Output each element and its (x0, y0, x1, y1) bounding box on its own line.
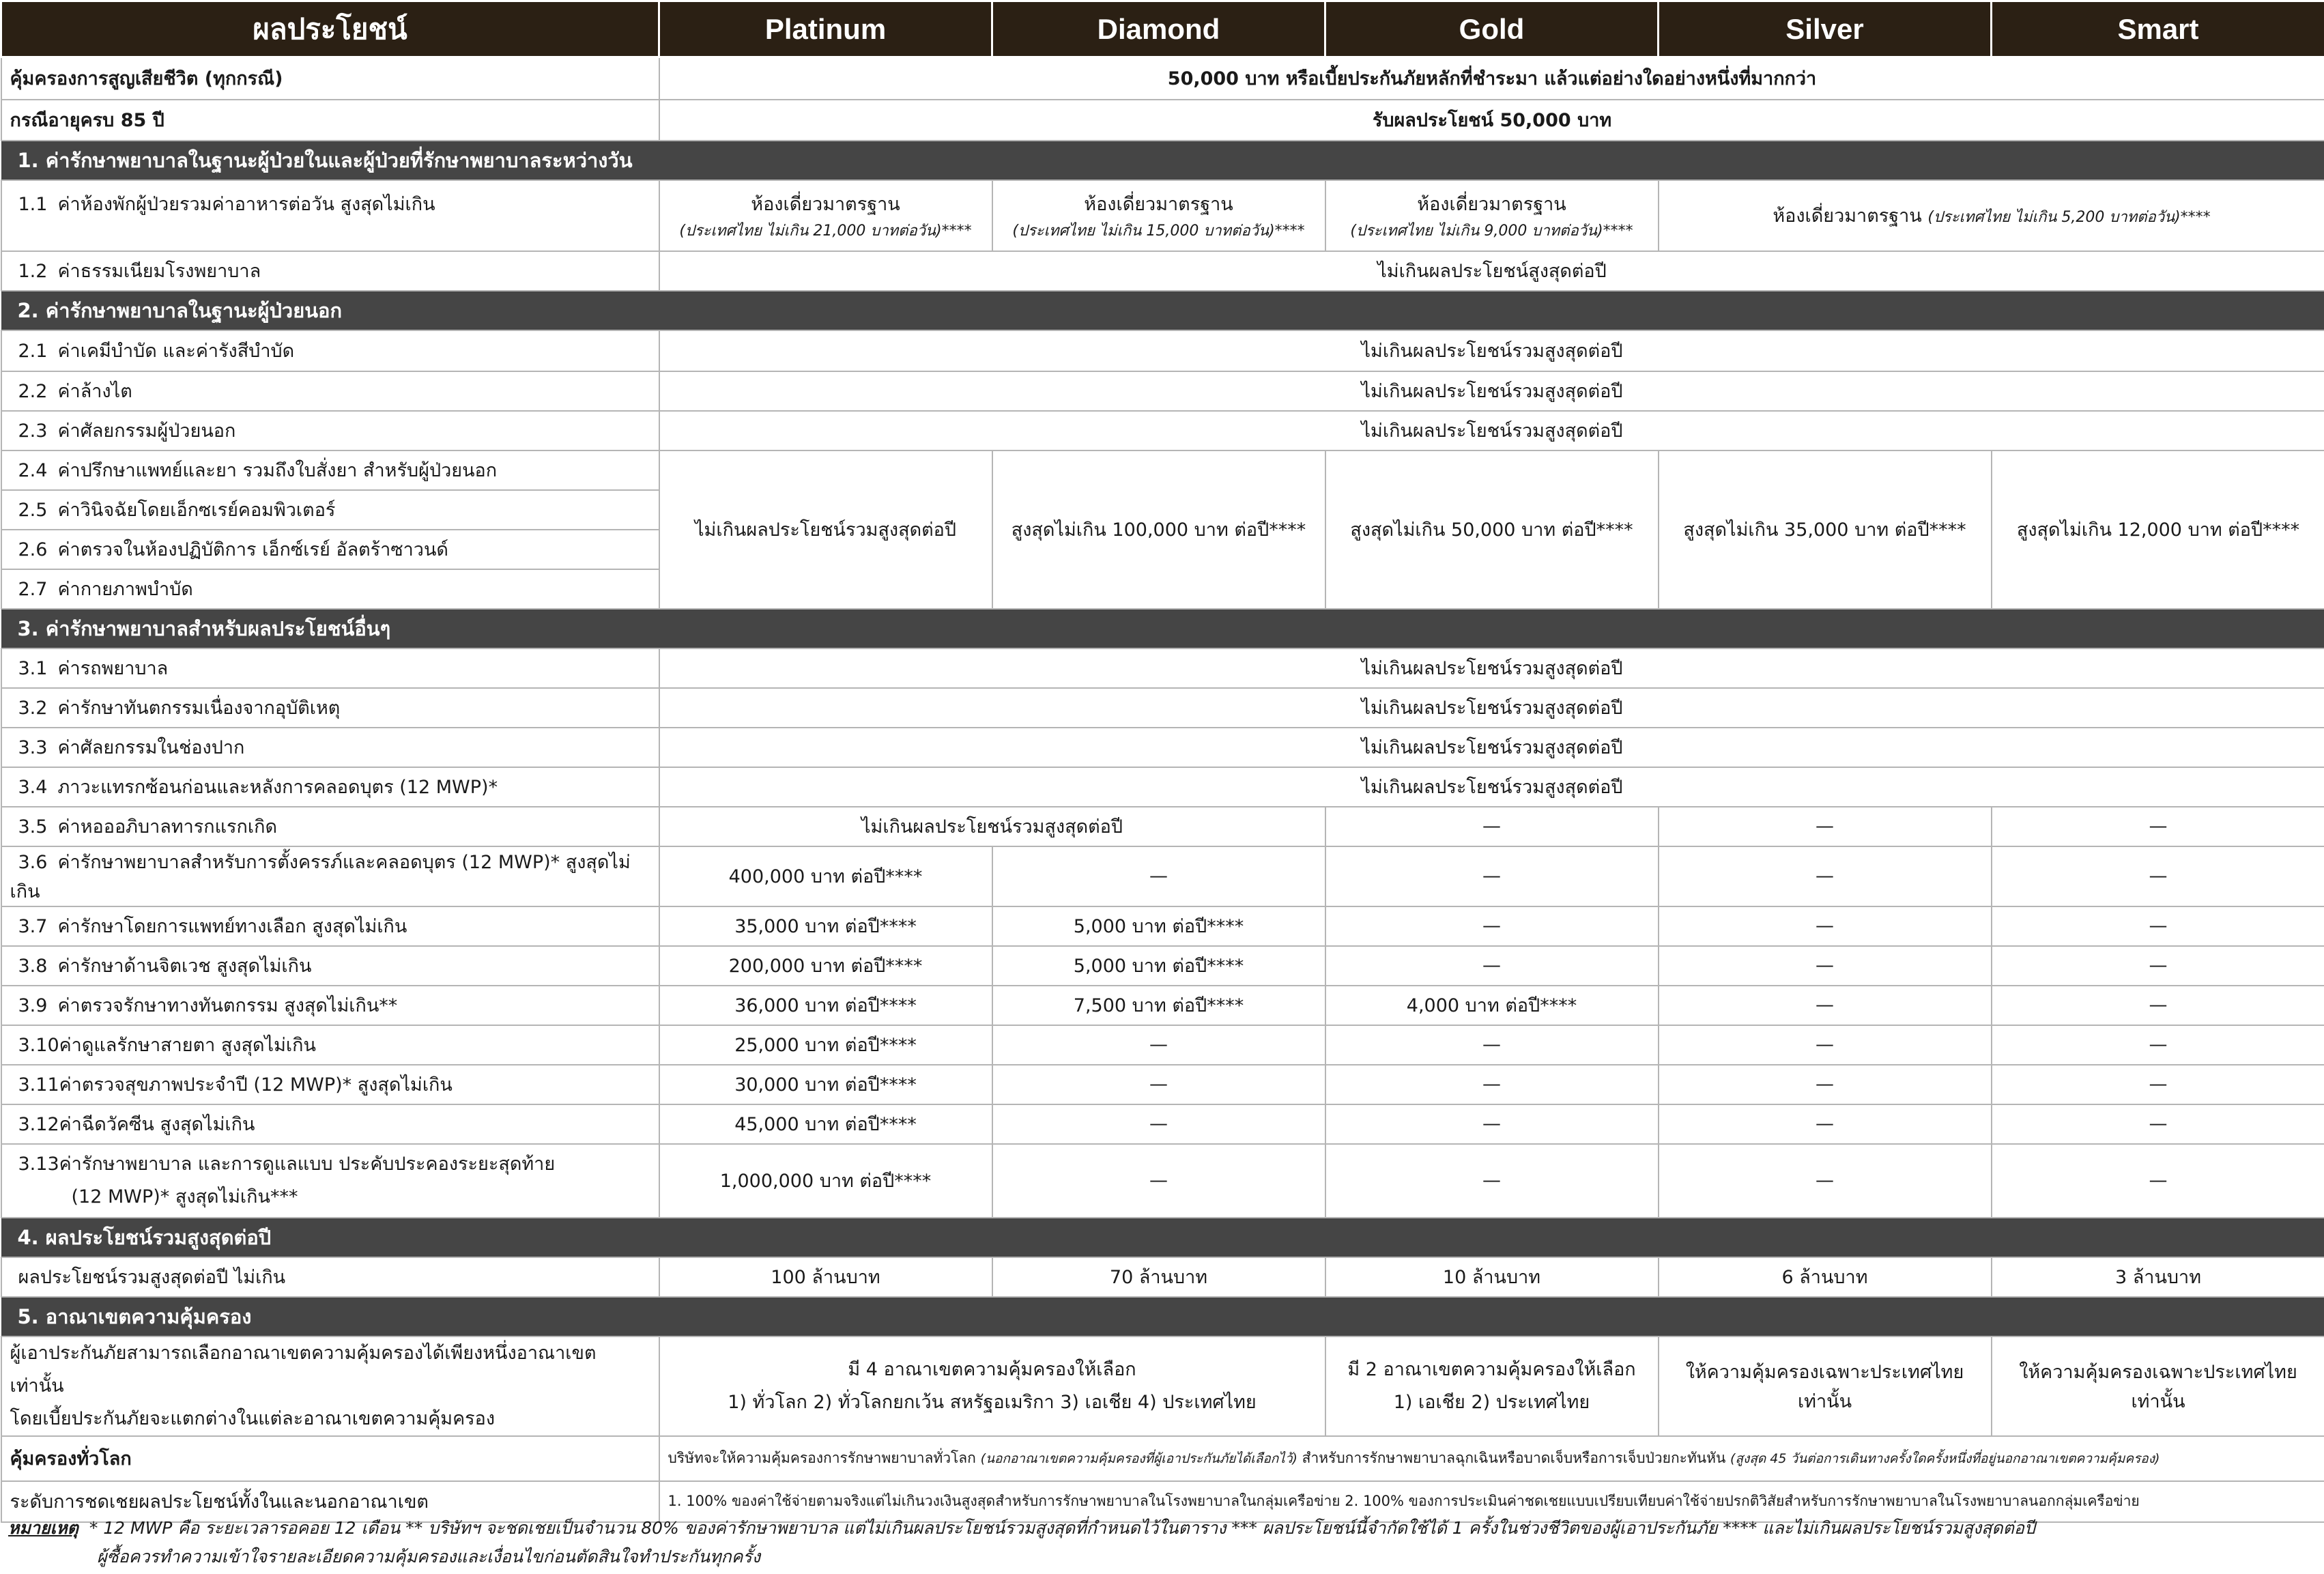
compensation-label: ระดับการชดเชยผลประโยชน์ทั้งในและนอกอาณาเขต (1, 1481, 659, 1522)
room-type: ห้องเดี่ยวมาตรฐาน (1773, 205, 1922, 227)
worldwide-text-b: (นอกอาณาเขตความคุ้มครองที่ผู้เอาประกันภัยได้เลือกไว้) (980, 1451, 1297, 1466)
row-num: 3.13 (18, 1153, 59, 1175)
row-text: ภาวะแทรกซ้อนก่อนและหลังการคลอดบุตร (12 MWP)* (57, 777, 498, 798)
row-3-10-gold: — (1325, 1025, 1659, 1065)
row-num: 3.10 (18, 1035, 59, 1056)
row-num: 2.6 (18, 539, 48, 560)
header-plan-diamond: Diamond (992, 1, 1325, 57)
section-1-header (1, 141, 2324, 180)
row-3-11-smart: — (1992, 1065, 2324, 1104)
row-text: ค่ารักษาโดยการแพทย์ทางเลือก สูงสุดไม่เกิน (57, 916, 407, 937)
max-diamond: 70 ล้านบาท (992, 1257, 1325, 1297)
header-plan-silver: Silver (1659, 1, 1992, 57)
header-plan-smart: Smart (1992, 1, 2324, 57)
age-value: รับผลประโยชน์ 50,000 บาท (659, 100, 2324, 141)
row-3-4-value: ไม่เกินผลประโยชน์รวมสูงสุดต่อปี (659, 767, 2324, 807)
row-3-7-smart: — (1992, 906, 2324, 946)
row-3-7-gold: — (1325, 906, 1659, 946)
row-3-13-smart: — (1992, 1144, 2324, 1218)
row-text: ค่ากายภาพบำบัด (57, 579, 193, 600)
row-4-1 (1, 1257, 2324, 1297)
row-2-2-label (1, 371, 659, 411)
row-3-6-smart: — (1992, 846, 2324, 906)
row-3-1-label (1, 648, 659, 688)
row-text: ค่าศัลยกรรมในช่องปาก (57, 737, 245, 758)
row-text: ค่าห้องพักผู้ป่วยรวมค่าอาหารต่อวัน สูงสุดไม่เกิน (57, 193, 435, 215)
footnote-line-1 (8, 1514, 2315, 1543)
row-3-11 (1, 1065, 2324, 1104)
row-num: 3.11 (18, 1074, 59, 1096)
row-3-12 (1, 1104, 2324, 1144)
row-3-12-silver: — (1659, 1104, 1992, 1144)
section-3-header (1, 609, 2324, 648)
row-3-9-label (1, 986, 659, 1025)
compensation-text: 1. 100% ของค่าใช้จ่ายตามจริงแต่ไม่เกินวงเงินสูงสุดสำหรับการรักษาพยาบาลในโรงพยาบาลในกลุ่มเครือข่าย 2. 100% ของการประเมินค่าชดเชยแบบเปรียบเทียบค่าใช้จ่ายปรกติวิสัยสำหรับการรักษาพยาบาลในโรงพยาบาลนอกกลุ่มเครือข่าย (659, 1481, 2324, 1522)
row-3-12-platinum: 45,000 บาท ต่อปี**** (659, 1104, 992, 1144)
row-3-4 (1, 767, 2324, 807)
section-1-title: 1. ค่ารักษาพยาบาลในฐานะผู้ป่วยในและผู้ป่วยที่รักษาพยาบาลระหว่างวัน (1, 141, 2324, 180)
row-2-6-label (1, 530, 659, 569)
outpatient-platinum: ไม่เกินผลประโยชน์รวมสูงสุดต่อปี (659, 450, 992, 609)
territory-smart: ให้ความคุ้มครองเฉพาะประเทศไทยเท่านั้น (1992, 1336, 2324, 1436)
row-3-2 (1, 688, 2324, 728)
room-platinum (659, 180, 992, 251)
row-3-5-smart: — (1992, 807, 2324, 846)
row-3-7-platinum: 35,000 บาท ต่อปี**** (659, 906, 992, 946)
row-2-3 (1, 411, 2324, 450)
row-4-label (1, 1257, 659, 1297)
row-num: 3.8 (18, 956, 48, 977)
row-3-7 (1, 906, 2324, 946)
max-smart: 3 ล้านบาท (1992, 1257, 2324, 1297)
footnote-text: * 12 MWP คือ ระยะเวลารอคอย 12 เดือน ** บริษัทฯ จะชดเชยเป็นจำนวน 80% ของค่ารักษาพยาบาล แต่ไม่เกินผลประโยชน์รวมสูงสุดที่กำหนดไว้ในตาราง *** ผลประโยชน์นี้จำกัดใช้ได้ 1 ครั้งในช่วงชีวิตของผู้เอาประกันภัย **** และไม่เกินผลประโยชน์รวมสูงสุดต่อปี (89, 1518, 2035, 1538)
row-3-6-platinum: 400,000 บาท ต่อปี**** (659, 846, 992, 906)
row-3-8 (1, 946, 2324, 986)
section-2-title: 2. ค่ารักษาพยาบาลในฐานะผู้ป่วยนอก (1, 291, 2324, 330)
row-1-1 (1, 180, 2324, 251)
row-text: ค่าเคมีบำบัด และค่ารังสีบำบัด (57, 341, 295, 362)
row-text: ค่าวินิจฉัยโดยเอ็กซเรย์คอมพิวเตอร์ (57, 500, 336, 521)
row-num: 2.7 (18, 579, 48, 600)
row-3-12-diamond: — (992, 1104, 1325, 1144)
row-1-2-value: ไม่เกินผลประโยชน์สูงสุดต่อปี (659, 251, 2324, 291)
row-text: ค่าปรึกษาแพทย์และยา รวมถึงใบสั่งยา สำหรับผู้ป่วยนอก (57, 460, 498, 481)
row-5-1-label (1, 1336, 659, 1436)
footnotes (8, 1514, 2315, 1571)
row-3-6-gold: — (1325, 846, 1659, 906)
territory-platinum-diamond (659, 1336, 1325, 1436)
row-3-10-smart: — (1992, 1025, 2324, 1065)
age-label: กรณีอายุครบ 85 ปี (1, 100, 659, 141)
row-3-3 (1, 728, 2324, 767)
row-text: ค่ารักษาพยาบาล และการดูแลแบบ ประคับประคองระยะสุดท้าย (59, 1153, 556, 1175)
footnote-line-2: ผู้ซื้อควรทำความเข้าใจรายละเอียดความคุ้มครองและเงื่อนไขก่อนตัดสินใจทำประกันทุกครั้ง (97, 1547, 761, 1566)
row-3-12-gold: — (1325, 1104, 1659, 1144)
row-num: 3.7 (18, 916, 48, 937)
row-3-1-value: ไม่เกินผลประโยชน์รวมสูงสุดต่อปี (659, 648, 2324, 688)
header-row (1, 1, 2324, 57)
row-5-1 (1, 1336, 2324, 1436)
row-3-3-label (1, 728, 659, 767)
header-plan-gold: Gold (1325, 1, 1659, 57)
row-num: 2.5 (18, 500, 48, 521)
row-num: 1.1 (18, 193, 48, 215)
row-2-5-label (1, 490, 659, 530)
row-3-8-diamond: 5,000 บาท ต่อปี**** (992, 946, 1325, 986)
row-text-2: (12 MWP)* สูงสุดไม่เกิน*** (71, 1186, 298, 1207)
room-gold (1325, 180, 1659, 251)
worldwide-text (659, 1436, 2324, 1481)
footnote-key: หมายเหตุ (8, 1518, 78, 1538)
row-3-8-platinum: 200,000 บาท ต่อปี**** (659, 946, 992, 986)
row-num: 3.5 (18, 816, 48, 838)
row-text: ค่ารักษาด้านจิตเวช สูงสุดไม่เกิน (57, 956, 312, 977)
row-text: ค่าตรวจรักษาทางทันตกรรม สูงสุดไม่เกิน** (57, 995, 398, 1016)
row-3-5-gold: — (1325, 807, 1659, 846)
row-3-7-diamond: 5,000 บาท ต่อปี**** (992, 906, 1325, 946)
row-num: 3.1 (18, 658, 48, 679)
outpatient-diamond: สูงสุดไม่เกิน 100,000 บาท ต่อปี**** (992, 450, 1325, 609)
max-silver: 6 ล้านบาท (1659, 1257, 1992, 1297)
room-limit: (ประเทศไทย ไม่เกิน 21,000 บาทต่อวัน)**** (679, 222, 972, 240)
row-3-5 (1, 807, 2324, 846)
section-4-title: 4. ผลประโยชน์รวมสูงสุดต่อปี (1, 1218, 2324, 1257)
territory-line-1: มี 4 อาณาเขตความคุ้มครองให้เลือก (848, 1358, 1136, 1380)
row-3-11-gold: — (1325, 1065, 1659, 1104)
row-3-5-label (1, 807, 659, 846)
row-3-10-platinum: 25,000 บาท ต่อปี**** (659, 1025, 992, 1065)
death-row (1, 57, 2324, 100)
row-3-13-platinum: 1,000,000 บาท ต่อปี**** (659, 1144, 992, 1218)
row-2-4 (1, 450, 2324, 490)
row-3-11-diamond: — (992, 1065, 1325, 1104)
row-2-7-label (1, 569, 659, 609)
row-text: ค่าธรรมเนียมโรงพยาบาล (57, 261, 261, 282)
row-3-13 (1, 1144, 2324, 1218)
section-5-title: 5. อาณาเขตความคุ้มครอง (1, 1297, 2324, 1336)
row-3-5-value: ไม่เกินผลประโยชน์รวมสูงสุดต่อปี (659, 807, 1325, 846)
worldwide-text-a: บริษัทจะให้ความคุ้มครองการรักษาพยาบาลทั่วโลก (668, 1450, 976, 1466)
max-gold: 10 ล้านบาท (1325, 1257, 1659, 1297)
row-num: 3.9 (18, 995, 48, 1016)
row-text: ค่าล้างไต (57, 381, 132, 402)
outpatient-smart: สูงสุดไม่เกิน 12,000 บาท ต่อปี**** (1992, 450, 2324, 609)
row-3-11-platinum: 30,000 บาท ต่อปี**** (659, 1065, 992, 1104)
row-num: 1.2 (18, 261, 48, 282)
row-3-12-smart: — (1992, 1104, 2324, 1144)
row-3-13-label (1, 1144, 659, 1218)
row-3-9 (1, 986, 2324, 1025)
death-value: 50,000 บาท หรือเบี้ยประกันภัยหลักที่ชำระมา แล้วแต่อย่างใดอย่างหนึ่งที่มากกว่า (659, 57, 2324, 100)
row-num: 3.6 (18, 851, 48, 873)
row-3-13-gold: — (1325, 1144, 1659, 1218)
row-3-9-silver: — (1659, 986, 1992, 1025)
territory-line-2: 1) เอเชีย 2) ประเทศไทย (1393, 1391, 1590, 1413)
row-3-13-diamond: — (992, 1144, 1325, 1218)
row-3-6-label (1, 846, 659, 906)
row-2-1-label (1, 330, 659, 371)
row-3-11-label (1, 1065, 659, 1104)
row-num: 2.2 (18, 381, 48, 402)
death-label: คุ้มครองการสูญเสียชีวิต (ทุกกรณี) (1, 57, 659, 100)
row-text: ผู้เอาประกันภัยสามารถเลือกอาณาเขตความคุ้มครองได้เพียงหนึ่งอาณาเขตเท่านั้น (10, 1342, 597, 1397)
row-2-3-label (1, 411, 659, 450)
territory-line-2: 1) ทั่วโลก 2) ทั่วโลกยกเว้น สหรัฐอเมริกา 3) เอเชีย 4) ประเทศไทย (728, 1391, 1257, 1413)
territory-gold (1325, 1336, 1659, 1436)
row-3-9-diamond: 7,500 บาท ต่อปี**** (992, 986, 1325, 1025)
section-4-header (1, 1218, 2324, 1257)
row-2-2-value: ไม่เกินผลประโยชน์รวมสูงสุดต่อปี (659, 371, 2324, 411)
row-3-4-label (1, 767, 659, 807)
row-text: ค่าฉีดวัคซีน สูงสุดไม่เกิน (59, 1114, 255, 1135)
room-silver-smart (1659, 180, 2324, 251)
row-num: 3.3 (18, 737, 48, 758)
row-num: 3.4 (18, 777, 48, 798)
row-3-9-platinum: 36,000 บาท ต่อปี**** (659, 986, 992, 1025)
row-2-1 (1, 330, 2324, 371)
room-limit: (ประเทศไทย ไม่เกิน 9,000 บาทต่อวัน)**** (1350, 222, 1633, 240)
row-1-2-label (1, 251, 659, 291)
room-type: ห้องเดี่ยวมาตรฐาน (1084, 193, 1233, 215)
row-3-2-value: ไม่เกินผลประโยชน์รวมสูงสุดต่อปี (659, 688, 2324, 728)
max-platinum: 100 ล้านบาท (659, 1257, 992, 1297)
row-num: 2.3 (18, 420, 48, 442)
row-3-6-silver: — (1659, 846, 1992, 906)
row-3-10-diamond: — (992, 1025, 1325, 1065)
row-3-8-label (1, 946, 659, 986)
row-2-3-value: ไม่เกินผลประโยชน์รวมสูงสุดต่อปี (659, 411, 2324, 450)
row-1-2 (1, 251, 2324, 291)
row-2-4-label (1, 450, 659, 490)
row-3-2-label (1, 688, 659, 728)
room-limit: (ประเทศไทย ไม่เกิน 15,000 บาทต่อวัน)**** (1012, 222, 1305, 240)
territory-silver: ให้ความคุ้มครองเฉพาะประเทศไทยเท่านั้น (1659, 1336, 1992, 1436)
row-3-8-silver: — (1659, 946, 1992, 986)
row-text: ค่าตรวจสุขภาพประจำปี (12 MWP)* สูงสุดไม่เกิน (59, 1074, 453, 1096)
room-limit: (ประเทศไทย ไม่เกิน 5,200 บาทต่อวัน)**** (1927, 209, 2211, 226)
row-2-2 (1, 371, 2324, 411)
row-3-3-value: ไม่เกินผลประโยชน์รวมสูงสุดต่อปี (659, 728, 2324, 767)
row-num: 2.4 (18, 460, 48, 481)
row-3-6-diamond: — (992, 846, 1325, 906)
row-text: ผลประโยชน์รวมสูงสุดต่อปี ไม่เกิน (18, 1267, 286, 1288)
section-5-header (1, 1297, 2324, 1336)
row-3-7-silver: — (1659, 906, 1992, 946)
worldwide-text-d: (สูงสุด 45 วันต่อการเดินทางครั้งใดครั้งหนึ่งที่อยู่นอกอาณาเขตความคุ้มครอง) (1730, 1451, 2160, 1466)
row-text: ค่าตรวจในห้องปฏิบัติการ เอ็กซ์เรย์ อัลตร้าซาวนด์ (57, 539, 448, 560)
row-3-7-label (1, 906, 659, 946)
row-text: ค่ารักษาทันตกรรมเนื่องจากอุบัติเหตุ (57, 698, 341, 719)
row-3-5-silver: — (1659, 807, 1992, 846)
header-plan-platinum: Platinum (659, 1, 992, 57)
row-3-9-gold: 4,000 บาท ต่อปี**** (1325, 986, 1659, 1025)
row-num: 3.2 (18, 698, 48, 719)
row-text-2: โดยเบี้ยประกันภัยจะแตกต่างในแต่ละอาณาเขตความคุ้มครอง (10, 1407, 496, 1429)
row-num: 2.1 (18, 341, 48, 362)
row-3-6 (1, 846, 2324, 906)
row-2-1-value: ไม่เกินผลประโยชน์รวมสูงสุดต่อปี (659, 330, 2324, 371)
row-1-1-label (1, 180, 659, 251)
row-3-12-label (1, 1104, 659, 1144)
room-type: ห้องเดี่ยวมาตรฐาน (751, 193, 900, 215)
row-3-1 (1, 648, 2324, 688)
worldwide-text-c: สำหรับการรักษาพยาบาลฉุกเฉินหรือบาดเจ็บหรือการเจ็บป่วยกะทันหัน (1302, 1450, 1726, 1466)
outpatient-gold: สูงสุดไม่เกิน 50,000 บาท ต่อปี**** (1325, 450, 1659, 609)
row-5-2 (1, 1436, 2324, 1481)
row-3-8-smart: — (1992, 946, 2324, 986)
section-2-header (1, 291, 2324, 330)
row-3-10-label (1, 1025, 659, 1065)
row-3-13-silver: — (1659, 1144, 1992, 1218)
age-row (1, 100, 2324, 141)
row-3-9-smart: — (1992, 986, 2324, 1025)
row-3-11-silver: — (1659, 1065, 1992, 1104)
row-text: ค่ารักษาพยาบาลสำหรับการตั้งครรภ์และคลอดบุตร (12 MWP)* สูงสุดไม่เกิน (10, 851, 631, 902)
row-text: ค่าดูแลรักษาสายตา สูงสุดไม่เกิน (59, 1035, 316, 1056)
row-num: 3.12 (18, 1114, 59, 1135)
row-text: ค่าหอออภิบาลทารกแรกเกิด (57, 816, 277, 838)
outpatient-silver: สูงสุดไม่เกิน 35,000 บาท ต่อปี**** (1659, 450, 1992, 609)
row-text: ค่ารถพยาบาล (57, 658, 169, 679)
worldwide-label: คุ้มครองทั่วโลก (1, 1436, 659, 1481)
row-3-10 (1, 1025, 2324, 1065)
row-text: ค่าศัลยกรรมผู้ป่วยนอก (57, 420, 236, 442)
row-3-8-gold: — (1325, 946, 1659, 986)
header-benefit: ผลประโยชน์ (1, 1, 659, 57)
section-3-title: 3. ค่ารักษาพยาบาลสำหรับผลประโยชน์อื่นๆ (1, 609, 2324, 648)
room-diamond (992, 180, 1325, 251)
territory-line-1: มี 2 อาณาเขตความคุ้มครองให้เลือก (1347, 1358, 1636, 1380)
room-type: ห้องเดี่ยวมาตรฐาน (1417, 193, 1566, 215)
row-3-10-silver: — (1659, 1025, 1992, 1065)
